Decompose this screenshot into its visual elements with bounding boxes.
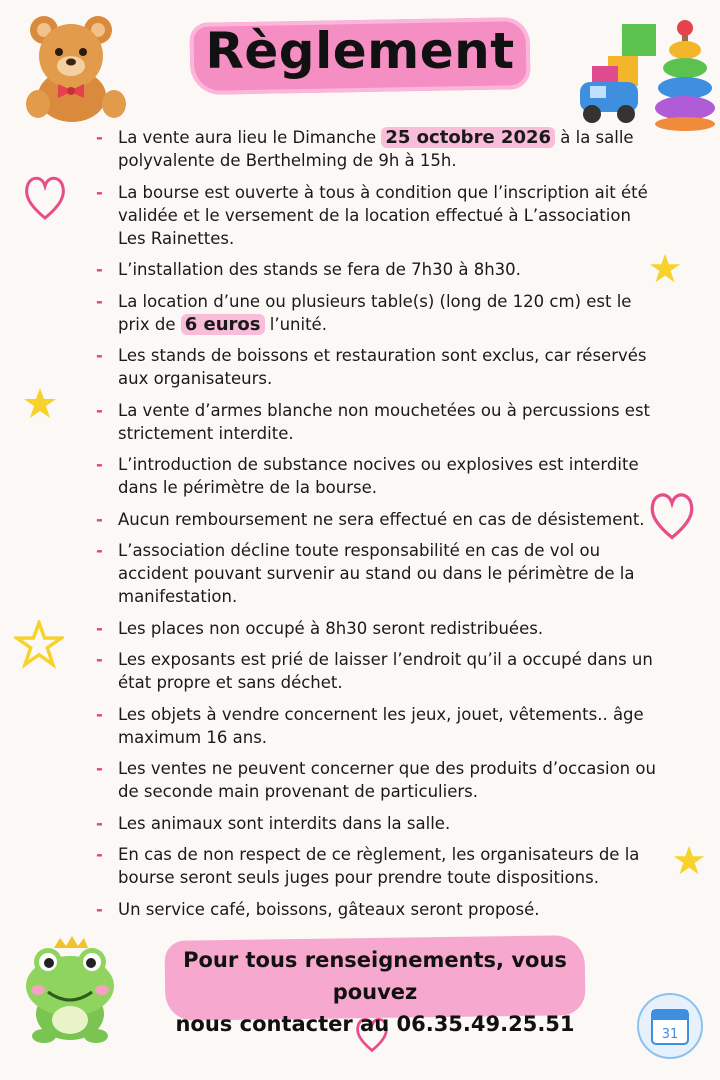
bullet-dash: - [96,182,103,202]
rule-text: Les exposants est prié de laisser l’endroit qu’il a occupé dans un état propre et sans déchet. [118,650,653,692]
bullet-dash: - [96,704,103,724]
rule-item [96,508,656,531]
rule-item [96,258,656,281]
bullet-dash: - [96,260,103,279]
bullet-dash: - [96,455,103,474]
rule-text: La vente aura lieu le Dimanche [118,128,382,147]
highlighted-text: 25 octobre 2026 [381,127,555,148]
rule-item [96,399,656,445]
bullet-dash: - [96,650,103,669]
contact-line-1: Pour tous renseignements, vous pouvez [183,948,567,1004]
bullet-dash: - [96,291,103,311]
rule-text: Un service café, boissons, gâteaux seront proposé. [118,899,540,919]
rule-text: Les objets à vendre concernent les jeux, jouet, vêtements.. âge maximum 16 ans. [118,704,644,747]
rule-item [96,290,656,336]
rule-text: L’introduction de substance nocives ou explosives est interdite dans le périmètre de la bourse. [118,455,639,497]
page-title: Règlement [205,22,515,80]
frog-icon [14,934,126,1046]
star-icon [14,620,64,670]
title-banner [190,12,530,98]
contact-box [165,944,585,1040]
bullet-dash: - [96,845,103,864]
star-icon [22,386,58,422]
rules-list [96,126,656,929]
highlighted-text: 6 euros [181,314,265,335]
rule-text: La bourse est ouverte à tous à condition que l’inscription ait été validée et le versement de la location effectué à L’association Les Rainettes. [118,182,648,248]
contact-line-2: nous contacter au 06.35.49.25.51 [175,1012,575,1036]
calendar-icon [636,988,704,1060]
rule-item [96,181,656,250]
rule-item [96,126,656,172]
rule-text-continued: à la salle polyvalente de Berthelming de 9h à 15h. [118,128,634,170]
heart-icon [22,170,68,224]
bullet-dash: - [96,509,103,529]
rule-text: Les animaux sont interdits dans la salle. [118,813,451,833]
rule-text: La location d’une ou plusieurs table(s) (long de 120 cm) est le prix de [118,291,632,334]
bullet-dash: - [96,899,103,919]
calendar-day: 31 [661,1027,679,1042]
toys-icon [570,16,716,134]
bullet-dash: - [96,346,103,365]
rule-text: L’association décline toute responsabilité en cas de vol ou accident pouvant survenir au stand ou dans le périmètre de la manifestation. [118,541,635,606]
rule-item [96,617,656,640]
bullet-dash: - [96,541,103,560]
rule-text: Les ventes ne peuvent concerner que des produits d’occasion ou de seconde main provenant de particuliers. [118,759,656,801]
rule-text: L’installation des stands se fera de 7h30 à 8h30. [118,260,521,279]
rule-text: Les stands de boissons et restauration sont exclus, car réservés aux organisateurs. [118,346,647,388]
rule-item [96,843,656,889]
star-icon [672,844,706,878]
rule-item [96,539,656,608]
rule-item [96,344,656,390]
rule-item [96,648,656,694]
bullet-dash: - [96,128,103,147]
bullet-dash: - [96,618,103,638]
rule-text: En cas de non respect de ce règlement, les organisateurs de la bourse seront seuls juges pour prendre toute dispositions. [118,845,640,887]
teddy-bear-icon [14,8,136,126]
bullet-dash: - [96,813,103,833]
rule-item [96,703,656,749]
bullet-dash: - [96,400,103,420]
rule-item [96,898,656,921]
rule-item [96,812,656,835]
rule-text: La vente d’armes blanche non mouchetées ou à percussions est strictement interdite. [118,400,651,443]
rule-text: Les places non occupé à 8h30 seront redistribuées. [118,618,544,638]
rule-text: Aucun remboursement ne sera effectué en cas de désistement. [118,509,645,529]
rule-item [96,757,656,803]
bullet-dash: - [96,759,103,778]
rule-item [96,453,656,499]
rule-text-continued: l’unité. [264,314,327,334]
